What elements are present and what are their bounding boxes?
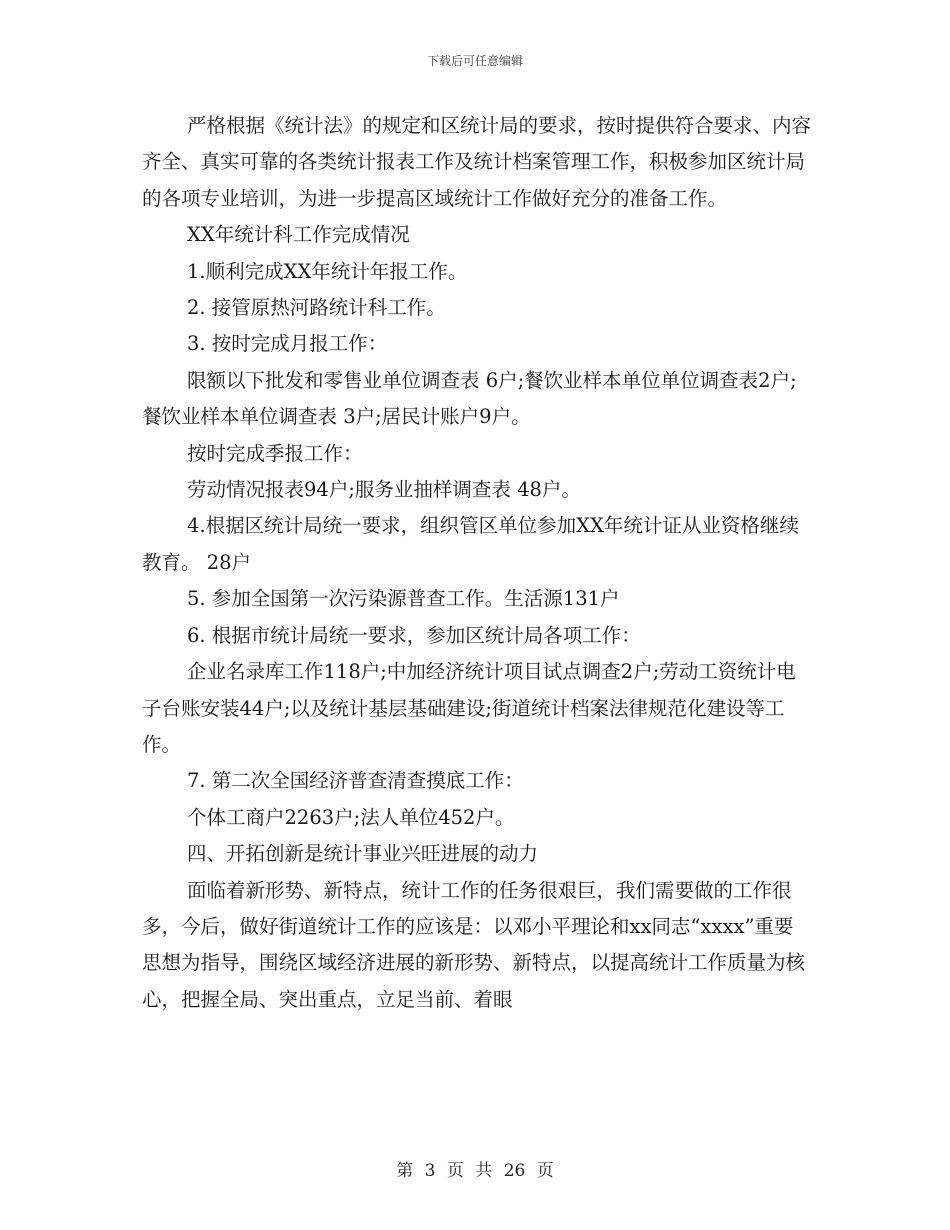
paragraph-2: XX年统计科工作完成情况 — [187, 223, 410, 247]
page-header: 下载后可任意编辑 — [426, 54, 523, 68]
paragraph-15: 四、开拓创新是统计事业兴旺进展的动力 — [187, 842, 539, 866]
paragraph-5: 3. 按时完成月报工作： — [187, 332, 388, 356]
paragraph-3: 1.顺利完成XX年统计年报工作。 — [187, 259, 468, 283]
paragraph-4: 2. 接管原热河路统计科工作。 — [187, 296, 446, 320]
paragraph-16: 面临着新形势、新特点，统计工作的任务很艰巨，我们需要做的工作很多，今后，做好街道统计工作的应该是：以邓小平理论和xx同志“xxxx”重要思想为指导，围绕区域经济进展的新形势、新特点，以提高统计工作质量为核心，把握全局、突出重点，立足当前、着眼 — [142, 878, 806, 1011]
paragraph-6: 限额以下批发和零售业单位调查表 6户;餐饮业样本单位单位调查表2户;餐饮业样本单位调查表 3户;居民计账户9户。 — [142, 368, 797, 429]
paragraph-7: 按时完成季报工作： — [187, 441, 363, 465]
document-body — [142, 108, 812, 1018]
paragraph-8: 劳动情况报表94户;服务业抽样调查表 48户。 — [187, 478, 581, 502]
paragraph-11: 6. 根据市统计局统一要求，参加区统计局各项工作： — [187, 623, 641, 647]
paragraph-10: 5. 参加全国第一次污染源普查工作。生活源131户 — [187, 587, 620, 611]
paragraph-9: 4.根据区统计局统一要求，组织管区单位参加XX年统计证从业资格继续教育。 28户 — [142, 514, 799, 574]
paragraph-12: 企业名录库工作118户;中加经济统计项目试点调查2户;劳动工资统计电子台账安装44户;以及统计基层基础建设;街道统计档案法律规范化建设等工作。 — [142, 660, 796, 756]
paragraph-13: 7. 第二次全国经济普查清查摸底工作： — [187, 769, 524, 793]
paragraph-1: 严格根据《统计法》的规定和区统计局的要求，按时提供符合要求、内容齐全、真实可靠的各类统计报表工作及统计档案管理工作，积极参加区统计局的各项专业培训，为进一步提高区域统计工作做好充分的准备工作。 — [142, 114, 812, 210]
page-number-footer: 第 3 页 共 26 页 — [396, 1161, 554, 1181]
paragraph-14: 个体工商户2263户;法人单位452户。 — [187, 805, 515, 829]
